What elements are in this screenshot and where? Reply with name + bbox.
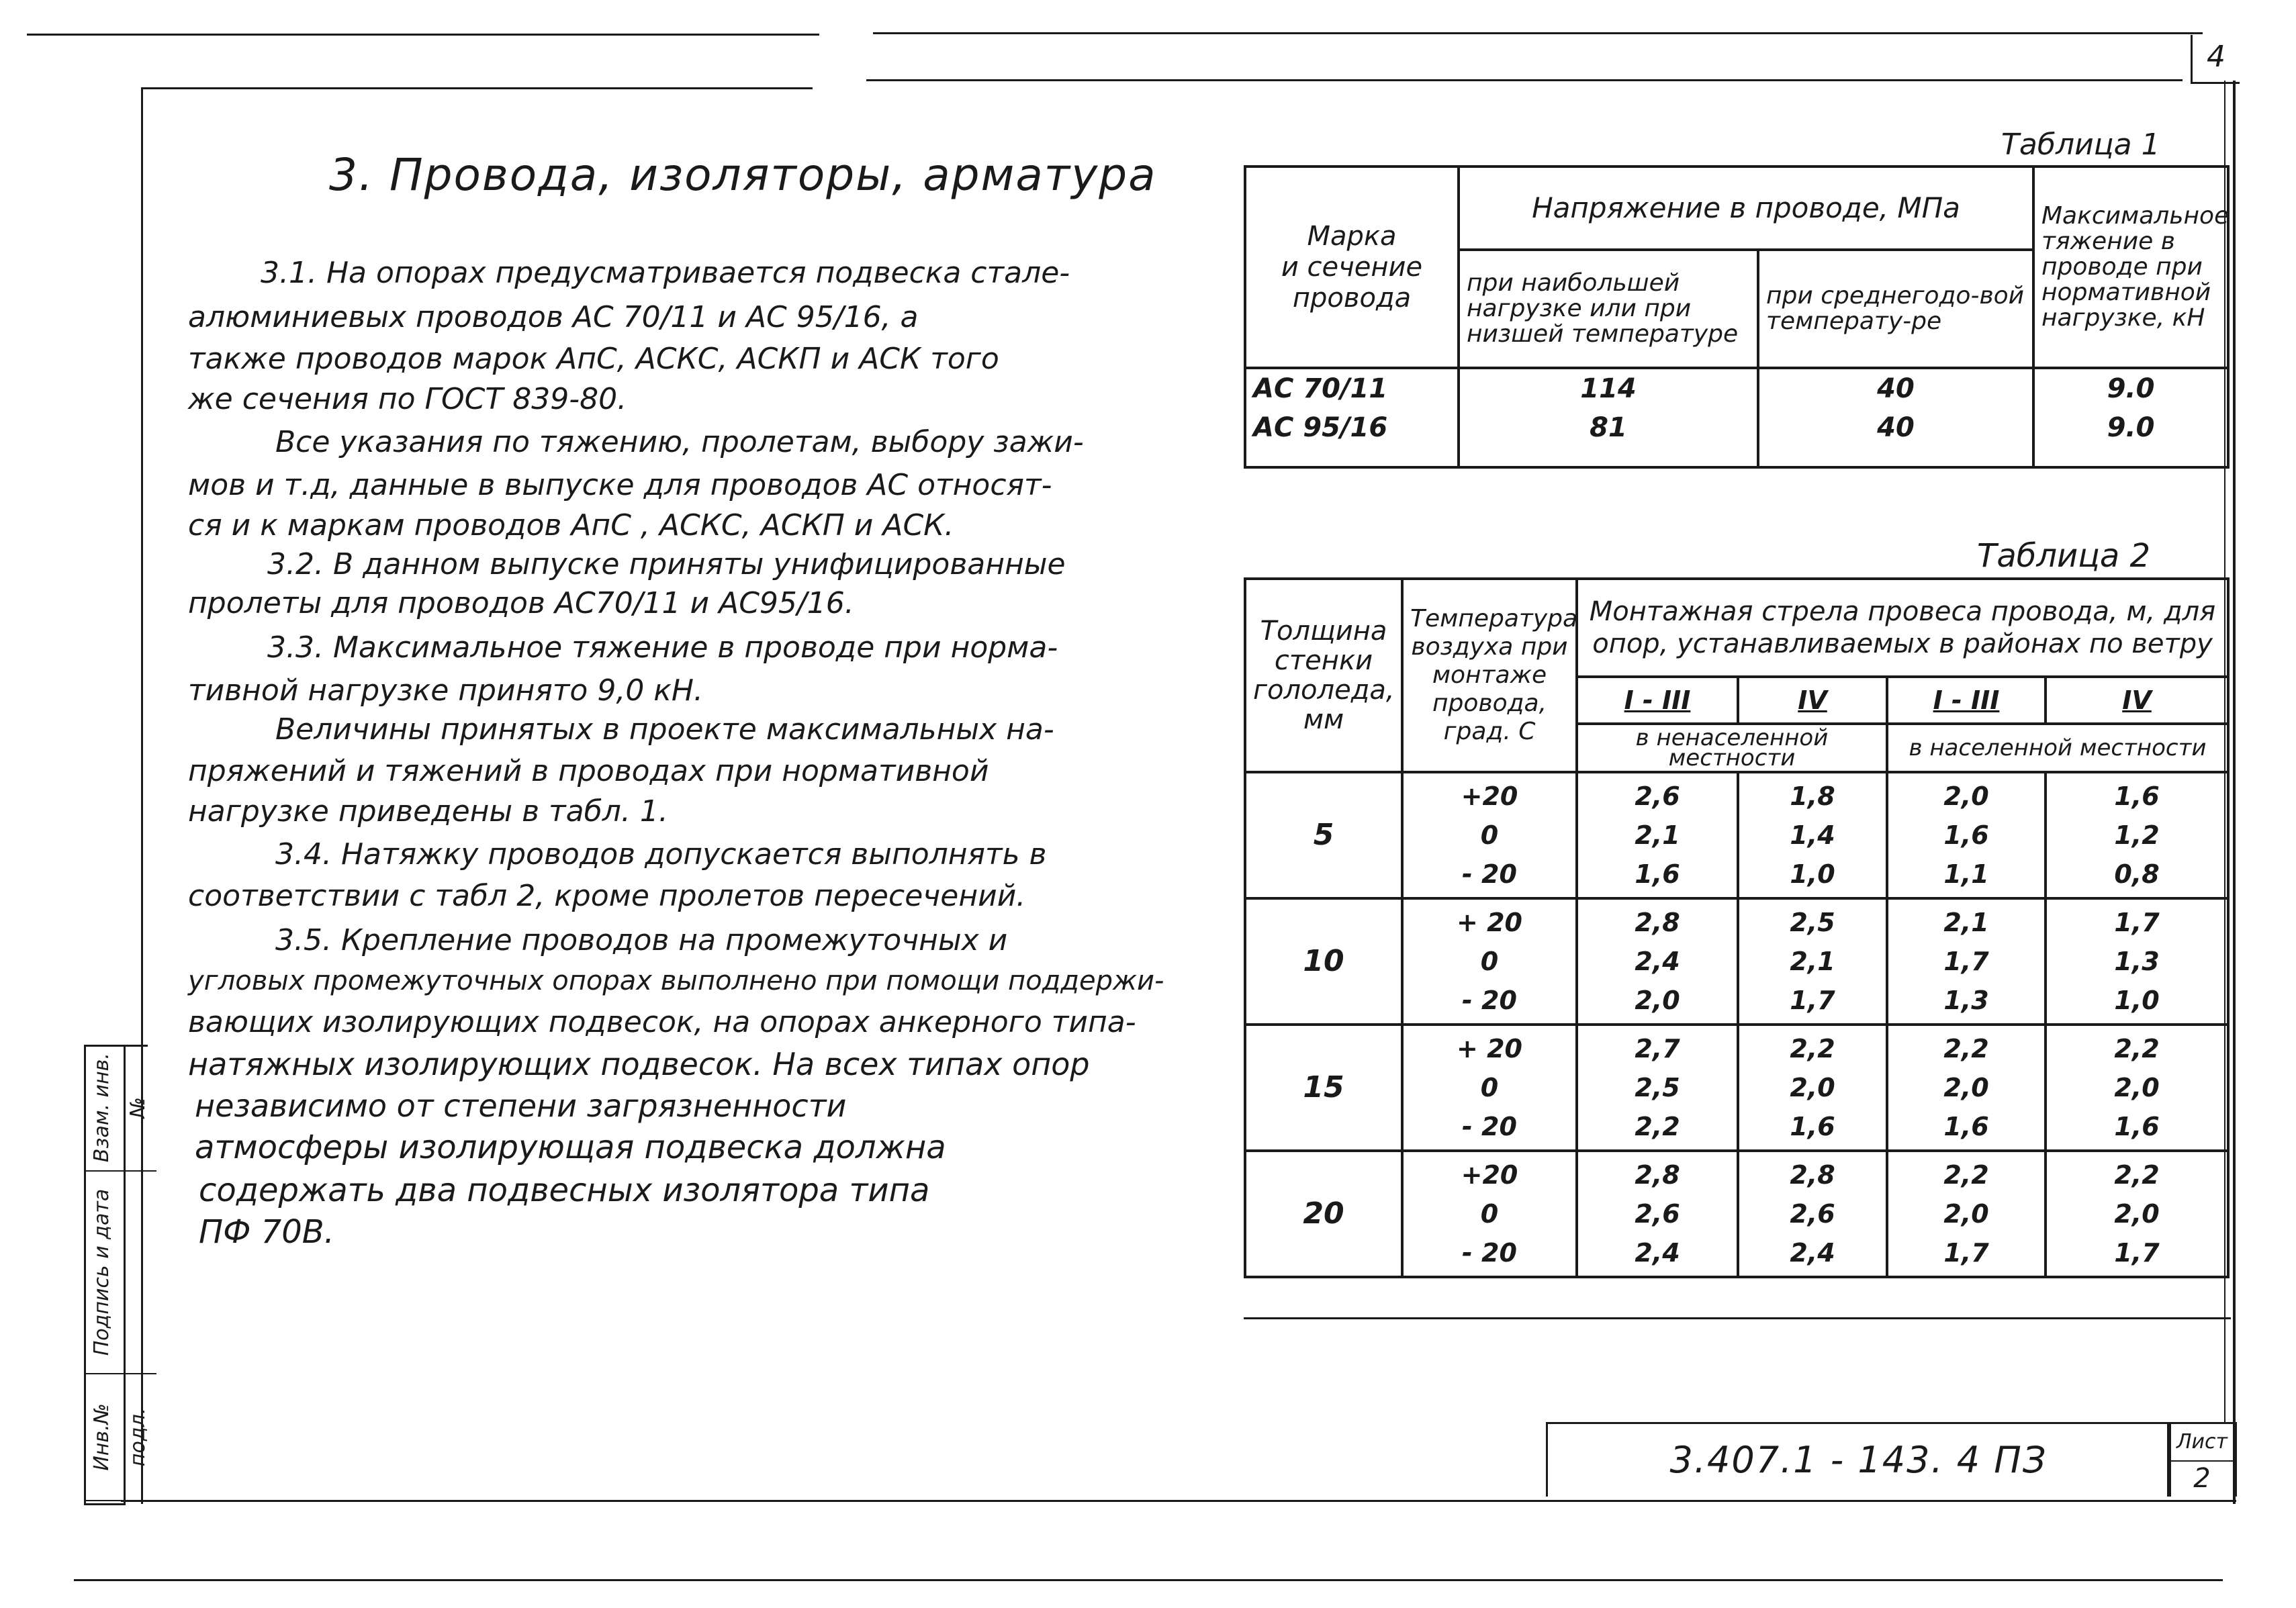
t2-value: 2,5 xyxy=(1790,908,1835,937)
paragraph-line: содержать два подвесных изолятора типа xyxy=(199,1172,930,1209)
t2-value: 2,0 xyxy=(1943,782,1989,811)
t2-value: 1,7 xyxy=(1790,986,1835,1015)
t2-thickness: 5 xyxy=(1245,772,1402,898)
t2-region-1-3: I - III xyxy=(1577,677,1738,724)
paragraph-line: угловых промежуточных опорах выполнено при помощи поддержи- xyxy=(188,965,1164,996)
t2-populated: в населенной местности xyxy=(1887,724,2228,772)
t2-thickness: 15 xyxy=(1245,1025,1402,1151)
t2-value: 2,1 xyxy=(1790,947,1835,976)
paragraph-line: независимо от степени загрязненности xyxy=(195,1088,847,1124)
t2-cell-d xyxy=(2046,772,2228,898)
paragraph-line: 3.2. В данном выпуске приняты унифицированные xyxy=(267,547,1066,581)
t2-value: 2,1 xyxy=(1635,820,1680,850)
t1-max: 81 xyxy=(1459,408,1758,467)
t2-header-thickness: Толщина стенки гололеда, мм xyxy=(1245,579,1402,772)
stamp-top-rule xyxy=(121,1045,148,1047)
paragraph-line: соответствии с табл 2, кроме пролетов пересечений. xyxy=(188,879,1026,913)
t2-value: + 20 xyxy=(1457,908,1522,937)
t1-header-mark: Марка и сечение провода xyxy=(1245,167,1459,368)
document-code: 3.407.1 - 143. 4 ПЗ xyxy=(1546,1422,2171,1497)
t2-value: 2,4 xyxy=(1635,1238,1680,1268)
top-rule-3 xyxy=(873,32,2203,34)
t2-cell-b xyxy=(1738,1151,1887,1277)
t2-value: 2,1 xyxy=(1943,908,1989,937)
t2-value: 1,7 xyxy=(2114,908,2160,937)
paragraph-line: вающих изолирующих подвесок, на опорах анкерного типа- xyxy=(188,1005,1136,1039)
bottom-rule xyxy=(74,1579,2223,1581)
paragraph-line: пролеты для проводов АС70/11 и АС95/16. xyxy=(188,586,854,620)
sheet-label: Лист xyxy=(2169,1424,2235,1462)
t2-value: 2,2 xyxy=(1635,1112,1680,1141)
t2-value: 2,8 xyxy=(1635,908,1680,937)
stamp-sign-date: Подпись и дата xyxy=(84,1172,156,1374)
t2-value: 1,2 xyxy=(2114,820,2160,850)
table-row xyxy=(1245,1025,2228,1151)
t2-value: - 20 xyxy=(1462,986,1517,1015)
t2-value: 2,8 xyxy=(1790,1160,1835,1190)
t2-value: 2,4 xyxy=(1790,1238,1835,1268)
paragraph-line: пряжений и тяжений в проводах при нормативной xyxy=(188,754,989,788)
table2-caption: Таблица 2 xyxy=(1977,537,2151,575)
t2-region-1-3-pop: I - III xyxy=(1887,677,2046,724)
t2-cell-d xyxy=(2046,898,2228,1025)
paragraph-line: мов и т.д, данные в выпуске для проводов АС относят- xyxy=(188,468,1052,502)
t1-avg: 40 xyxy=(1758,368,2033,408)
t2-value: 0 xyxy=(1480,1073,1499,1102)
t2-value: 2,6 xyxy=(1790,1199,1835,1229)
paragraph-line: ся и к маркам проводов АпС , АСКС, АСКП и АСК. xyxy=(188,508,954,542)
paragraph-line: также проводов марок АпС, АСКС, АСКП и АСК того xyxy=(188,342,999,376)
t2-value: 2,2 xyxy=(2114,1160,2160,1190)
t2-cell-t xyxy=(1402,1025,1577,1151)
t1-mark: АС 95/16 xyxy=(1245,408,1459,467)
t2-cell-b xyxy=(1738,1025,1887,1151)
table-row xyxy=(1245,772,2228,898)
approval-stamp-labels xyxy=(84,1045,156,1501)
t2-value: 2,0 xyxy=(1943,1199,1989,1229)
sheet-box xyxy=(2167,1422,2237,1497)
table-row xyxy=(1245,1151,2228,1277)
t2-value: 1,1 xyxy=(1943,859,1989,889)
t1-header-tension: Максимальное тяжение в проводе при нормативной нагрузке, кН xyxy=(2033,167,2228,368)
paragraph-line: Величины принятых в проекте максимальных на- xyxy=(275,712,1054,747)
t2-header-temp: Температура воздуха при монтаже провода, град. С xyxy=(1402,579,1577,772)
page-number: 4 xyxy=(2191,35,2240,84)
t2-region-4: IV xyxy=(1738,677,1887,724)
t2-cell-a xyxy=(1577,1151,1738,1277)
t2-value: 2,2 xyxy=(1943,1034,1989,1063)
t2-value: 1,6 xyxy=(1635,859,1680,889)
table1-caption: Таблица 1 xyxy=(2001,128,2160,162)
t2-value: 1,7 xyxy=(2114,1238,2160,1268)
paragraph-line: 3.4. Натяжку проводов допускается выполнять в xyxy=(275,837,1047,871)
t2-thickness: 20 xyxy=(1245,1151,1402,1277)
frame-bottom xyxy=(121,1500,2236,1502)
t2-value: 1,8 xyxy=(1790,782,1835,811)
paragraph-line: нагрузке приведены в табл. 1. xyxy=(188,794,668,829)
t2-value: 0,8 xyxy=(2114,859,2160,889)
t2-value: 0 xyxy=(1480,820,1499,850)
t1-header-stress: Напряжение в проводе, МПа xyxy=(1459,167,2033,250)
t2-value: 1,4 xyxy=(1790,820,1835,850)
t2-header-sag: Монтажная стрела провеса провода, м, для опор, устанавливаемых в районах по ветру xyxy=(1577,579,2228,677)
paragraph-line: же сечения по ГОСТ 839-80. xyxy=(188,382,627,416)
t1-tension: 9.0 xyxy=(2033,408,2228,467)
t2-value: 2,0 xyxy=(1943,1073,1989,1102)
t1-tension: 9.0 xyxy=(2033,368,2228,408)
t1-header-stress-avg: при среднегодо-вой температу-ре xyxy=(1758,250,2033,368)
t2-value: + 20 xyxy=(1457,1034,1522,1063)
t2-cell-a xyxy=(1577,772,1738,898)
t2-value: - 20 xyxy=(1462,859,1517,889)
stamp-inv-dup: Взам. инв.№ xyxy=(84,1045,156,1172)
paragraph-line: 3.5. Крепление проводов на промежуточных и xyxy=(275,923,1008,957)
t2-value: 2,0 xyxy=(1635,986,1680,1015)
t2-value: 2,2 xyxy=(1943,1160,1989,1190)
t2-cell-b xyxy=(1738,772,1887,898)
t2-value: 2,6 xyxy=(1635,1199,1680,1229)
t2-value: 2,8 xyxy=(1635,1160,1680,1190)
t2-unpopulated: в ненаселенной местности xyxy=(1577,724,1887,772)
t2-value: 1,7 xyxy=(1943,1238,1989,1268)
t2-cell-c xyxy=(1887,898,2046,1025)
paragraph-line: ПФ 70В. xyxy=(199,1213,334,1251)
frame-right xyxy=(2233,81,2236,1504)
paragraph-line: атмосферы изолирующая подвеска должна xyxy=(195,1129,946,1166)
t2-value: 2,5 xyxy=(1635,1073,1680,1102)
t2-value: 1,6 xyxy=(2114,782,2160,811)
t2-value: +20 xyxy=(1461,1160,1518,1190)
t2-value: +20 xyxy=(1461,782,1518,811)
t2-value: 1,3 xyxy=(2114,947,2160,976)
t2-cell-t xyxy=(1402,1151,1577,1277)
frame-top xyxy=(141,87,813,89)
table-divider xyxy=(1244,1317,2231,1319)
t1-avg: 40 xyxy=(1758,408,2033,467)
t2-value: 2,0 xyxy=(2114,1073,2160,1102)
t2-thickness: 10 xyxy=(1245,898,1402,1025)
t2-value: 2,4 xyxy=(1635,947,1680,976)
t2-value: 0 xyxy=(1480,947,1499,976)
paragraph-line: алюминиевых проводов АС 70/11 и АС 95/16, а xyxy=(188,300,919,334)
t2-value: - 20 xyxy=(1462,1238,1517,1268)
t2-value: 1,7 xyxy=(1943,947,1989,976)
table1 xyxy=(1244,165,2230,469)
t1-mark: АС 70/11 xyxy=(1245,368,1459,408)
t2-cell-t xyxy=(1402,772,1577,898)
t2-cell-d xyxy=(2046,1151,2228,1277)
t2-value: 2,0 xyxy=(1790,1073,1835,1102)
t2-value: 1,6 xyxy=(1943,1112,1989,1141)
t2-cell-c xyxy=(1887,1151,2046,1277)
t2-cell-t xyxy=(1402,898,1577,1025)
stamp-inv-orig: Инв.№ подл. xyxy=(84,1374,156,1501)
paragraph-line: 3.3. Максимальное тяжение в проводе при норма- xyxy=(267,630,1058,665)
t2-region-4-pop: IV xyxy=(2046,677,2228,724)
section-title: 3. Провода, изоляторы, арматура xyxy=(329,149,1157,201)
t2-cell-d xyxy=(2046,1025,2228,1151)
top-rule xyxy=(27,34,819,36)
t2-value: 1,0 xyxy=(1790,859,1835,889)
t2-cell-b xyxy=(1738,898,1887,1025)
t2-value: 2,2 xyxy=(2114,1034,2160,1063)
t2-cell-a xyxy=(1577,1025,1738,1151)
t2-value: 1,6 xyxy=(2114,1112,2160,1141)
paragraph-line: 3.1. На опорах предусматривается подвеска стале- xyxy=(261,256,1070,290)
t2-value: 1,3 xyxy=(1943,986,1989,1015)
t2-value: 1,6 xyxy=(1943,820,1989,850)
sheet-number: 2 xyxy=(2193,1463,2211,1494)
t2-value: 1,0 xyxy=(2114,986,2160,1015)
t2-value: 2,2 xyxy=(1790,1034,1835,1063)
paragraph-line: тивной нагрузке принято 9,0 кН. xyxy=(188,673,703,708)
t2-value: 0 xyxy=(1480,1199,1499,1229)
paragraph-line: натяжных изолирующих подвесок. На всех типах опор xyxy=(188,1046,1090,1082)
t2-value: 2,0 xyxy=(2114,1199,2160,1229)
t2-value: 1,6 xyxy=(1790,1112,1835,1141)
t1-max: 114 xyxy=(1459,368,1758,408)
t1-header-stress-max: при наибольшей нагрузке или при низшей температуре xyxy=(1459,250,1758,368)
t2-cell-c xyxy=(1887,1025,2046,1151)
top-rule-2 xyxy=(866,79,2183,81)
t2-value: - 20 xyxy=(1462,1112,1517,1141)
t2-value: 2,6 xyxy=(1635,782,1680,811)
table-row xyxy=(1245,898,2228,1025)
paragraph-line: Все указания по тяжению, пролетам, выбору зажи- xyxy=(275,425,1084,459)
t2-cell-a xyxy=(1577,898,1738,1025)
t2-value: 2,7 xyxy=(1635,1034,1680,1063)
table2 xyxy=(1244,577,2230,1278)
t2-cell-c xyxy=(1887,772,2046,898)
